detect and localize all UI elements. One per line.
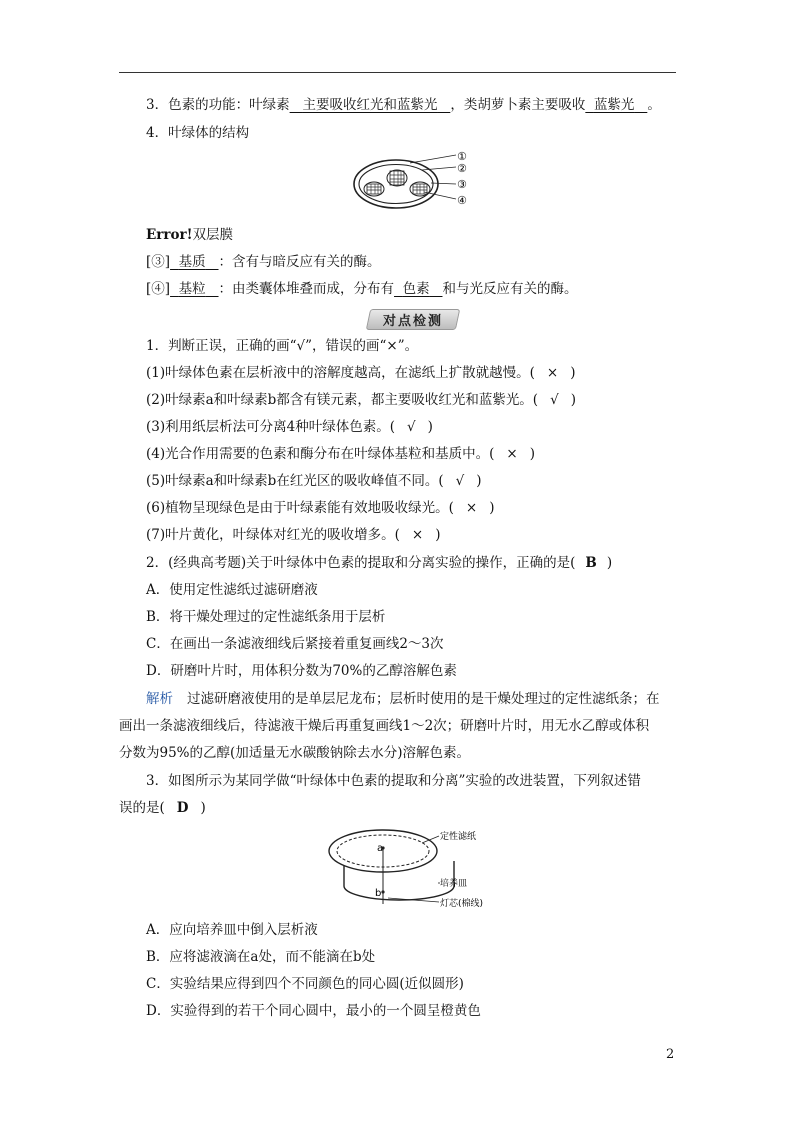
mc3-option-a: A．应向培养皿中倒入层析液: [146, 922, 318, 938]
structure-item-3: [③] 基质 ：含有与暗反应有关的酶。: [146, 254, 381, 270]
mc3-stem-line2: 误的是( D ): [119, 800, 206, 816]
mc2-option-a: A．使用定性滤纸过滤研磨液: [146, 582, 318, 598]
diagram1-label-2: ②: [457, 162, 467, 175]
mc2-answer: B: [585, 555, 597, 571]
item4-blank: 基粒: [178, 281, 206, 297]
dish-label-b: b: [375, 888, 382, 899]
judge-item: (7)叶片黄化，叶绿体对红光的吸收增多。( × ): [146, 527, 441, 543]
header-rule: [119, 72, 676, 73]
judge-answer: √: [406, 419, 416, 435]
q3-blank1: 主要吸收红光和蓝紫光: [302, 97, 438, 113]
grana-center: [387, 170, 407, 186]
mc2-analysis-line3: 分数为95%的乙醇(加适量无水碳酸钠除去水分)溶解色素。: [119, 745, 471, 761]
diagram1-label-4: ④: [457, 194, 467, 207]
mc3-answer: D: [176, 800, 189, 816]
dish-label-dish: 培养皿: [440, 879, 468, 889]
analysis-label: 解析: [146, 691, 173, 707]
judge-item: (6)植物呈现绿色是由于叶绿素能有效地吸收绿光。( × ): [146, 500, 495, 516]
judge-item: (5)叶绿素a和叶绿素b在红光区的吸收峰值不同。( √ ): [146, 473, 482, 489]
q3-prefix: 3．色素的功能：叶绿素: [146, 97, 290, 113]
q3-blank2: 蓝紫光: [593, 97, 635, 113]
error-label: Error!: [146, 227, 193, 243]
page-number: 2: [666, 1047, 675, 1062]
judge-item: (3)利用纸层析法可分离4种叶绿体色素。( √ ): [146, 419, 433, 435]
diagram1-label-1: ①: [457, 150, 467, 163]
q3-middle: ，类胡萝卜素主要吸收: [450, 97, 586, 113]
mc2-analysis-line2: 画出一条滤液细线后，待滤液干燥后再重复画线1～2次；研磨叶片时，用无水乙醇或体积: [119, 718, 650, 734]
q4-title: 4．叶绿体的结构: [146, 125, 250, 141]
structure-error-line: [146, 226, 233, 244]
q3-line: 3．色素的功能：叶绿素 主要吸收红光和蓝紫光 ，类胡萝卜素主要吸收 蓝紫光 。: [146, 97, 661, 113]
judge-answer: √: [550, 392, 559, 408]
mc3-stem-line1: 3．如图所示为某同学做“叶绿体中色素的提取和分离”实验的改进装置，下列叙述错: [146, 773, 641, 789]
mc2-option-c: C．在画出一条滤液细线后紧接着重复画线2～3次: [146, 636, 444, 652]
judge-answer: √: [455, 473, 465, 489]
mc3-option-d: D．实验得到的若干个同心圆中，最小的一个圆呈橙黄色: [146, 1003, 481, 1019]
dish-label-a: a: [377, 843, 384, 854]
grana-left: [364, 182, 384, 196]
dish-label-filter: 定性滤纸: [440, 832, 477, 842]
structure-item-4: [④] 基粒 ：由类囊体堆叠而成，分布有 色素 和与光反应有关的酶。: [146, 281, 578, 297]
judge-answer: ×: [465, 500, 478, 516]
mc2-option-b: B．将干燥处理过的定性滤纸条用于层析: [146, 609, 386, 625]
mc2-analysis-line1: 解析 过滤研磨液使用的是单层尼龙布；层析时使用的是干燥处理过的定性滤纸条；在: [146, 691, 660, 707]
judge-answer: ×: [546, 365, 559, 381]
item3-blank: 基质: [178, 254, 206, 270]
diagram1-label-3: ③: [457, 178, 467, 191]
judge-item: (2)叶绿素a和叶绿素b都含有镁元素，都主要吸收红光和蓝紫光。( √ ): [146, 392, 576, 408]
judge-item: (4)光合作用需要的色素和酶分布在叶绿体基粒和基质中。( × ): [146, 446, 535, 462]
dish-label-wick: 灯芯(棉线): [440, 899, 484, 909]
section-banner: 对点检测: [366, 309, 460, 330]
error-text: 双层膜: [192, 227, 234, 243]
judge-answer: ×: [506, 446, 518, 462]
chloroplast-diagram: [350, 146, 480, 212]
judge-answer: ×: [411, 527, 424, 543]
petri-dish-diagram: [326, 826, 486, 914]
mc2-stem: 2．(经典高考题)关于叶绿体中色素的提取和分离实验的操作，正确的是( B ): [146, 555, 613, 571]
grana-right: [410, 182, 430, 196]
judge-item: (1)叶绿体色素在层析液中的溶解度越高，在滤纸上扩散就越慢。( × ): [146, 365, 576, 381]
mc3-option-b: B．应将滤液滴在a处，而不能滴在b处: [146, 949, 376, 965]
mc2-option-d: D．研磨叶片时，用体积分数为70%的乙醇溶解色素: [146, 663, 457, 679]
judge-title: 1．判断正误，正确的画“√”，错误的画“×”。: [146, 338, 419, 354]
item4-blank2: 色素: [402, 281, 430, 297]
mc3-option-c: C．实验结果应得到四个不同颜色的同心圆(近似圆形): [146, 976, 464, 992]
